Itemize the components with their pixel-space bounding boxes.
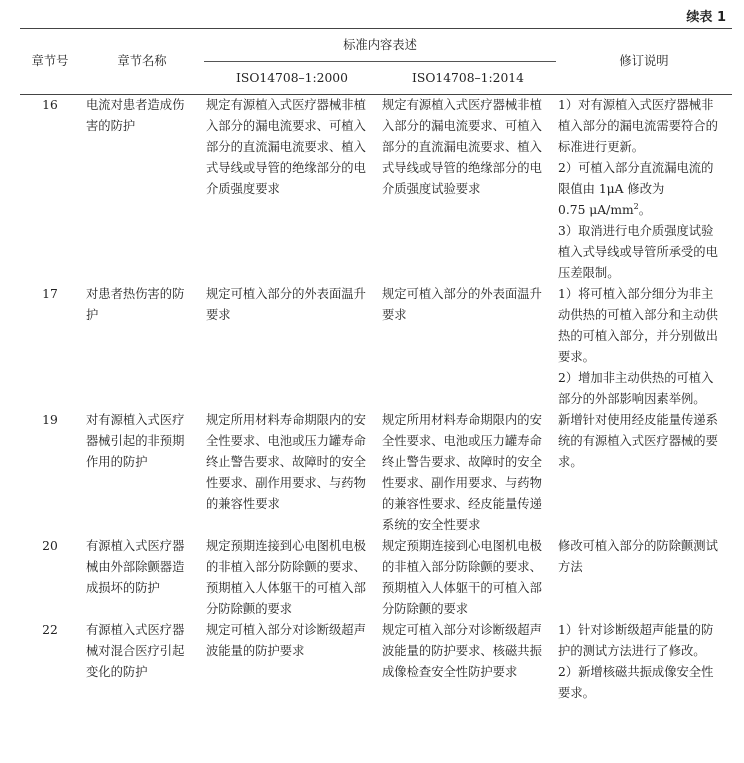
iso2014-content: 规定有源植入式医疗器械非植入部分的漏电流要求、可植入部分的直流漏电流要求、植入式导线或导管的绝缘部分的电介质强度试验要求: [382, 98, 542, 196]
header-revision: 修订说明: [556, 29, 732, 95]
iso2000-content: 规定可植入部分的外表面温升要求: [206, 287, 366, 322]
iso2014-content: 规定可植入部分的外表面温升要求: [382, 287, 542, 322]
table-row: [20, 620, 732, 704]
chapter-name: 有源植入式医疗器械对混合医疗引起变化的防护: [86, 623, 185, 679]
table-caption: 续表 1: [686, 10, 726, 25]
revision-note: [556, 536, 732, 620]
revision-note-item: 新增针对使用经皮能量传递系统的有源植入式医疗器械的要求。: [558, 413, 718, 469]
chapter-name: 有源植入式医疗器械由外部除颤器造成损坏的防护: [86, 539, 185, 595]
table-row: [20, 536, 732, 620]
revision-note: [556, 410, 732, 536]
revision-note-superscript: 2: [633, 201, 639, 211]
revision-note-period: 。: [638, 203, 652, 217]
iso2014-content: 规定预期连接到心电图机电极的非植入部分防除颤的要求、预期植入人体躯干的可植入部分防除颤的要求: [382, 539, 542, 616]
iso2000-content: 规定有源植入式医疗器械非植入部分的漏电流要求、可植入部分的直流漏电流要求、植入式导线或导管的绝缘部分的电介质强度要求: [206, 98, 366, 196]
chapter-no: 22: [42, 623, 58, 637]
chapter-name: 对有源植入式医疗器械引起的非预期作用的防护: [86, 413, 185, 469]
revision-note: [556, 95, 732, 285]
revision-note-value: 0.75 μA/mm: [558, 203, 634, 217]
revision-note-item: [558, 200, 724, 221]
iso2000-content: 规定所用材料寿命期限内的安全性要求、电池或压力罐寿命终止警告要求、故障时的安全性要求、副作用要求、与药物的兼容性要求: [206, 413, 366, 511]
chapter-no: 20: [42, 539, 58, 553]
revision-note-item: 1）针对诊断级超声能量的防护的测试方法进行了修改。: [558, 623, 714, 658]
header-iso2000: ISO14708–1:2000: [204, 62, 380, 95]
table-row: [20, 95, 732, 285]
revision-note-item: 1）将可植入部分细分为非主动供热的可植入部分和主动供热的可植入部分，并分别做出要求。: [558, 287, 718, 364]
iso2000-content: 规定预期连接到心电图机电极的非植入部分防除颤的要求、预期植入人体躯干的可植入部分防除颤的要求: [206, 539, 366, 616]
chapter-name: 对患者热伤害的防护: [86, 287, 185, 322]
revision-note-item: 修改可植入部分的防除颤测试方法: [558, 539, 718, 574]
chapter-name: 电流对患者造成伤害的防护: [86, 98, 185, 133]
chapter-no: 16: [42, 98, 58, 112]
chapter-no: 17: [42, 287, 58, 301]
header-chapter-no: 章节号: [20, 29, 80, 95]
header-iso2014: ISO14708–1:2014: [380, 62, 556, 95]
revision-note-item: 2）增加非主动供热的可植入部分的外部影响因素举例。: [558, 371, 714, 406]
iso2000-content: 规定可植入部分对诊断级超声波能量的防护要求: [206, 623, 366, 658]
header-chapter-name: 章节名称: [80, 29, 204, 95]
chapter-no: 19: [42, 413, 58, 427]
revision-note: [556, 620, 732, 704]
table-row: [20, 284, 732, 410]
table-row: [20, 410, 732, 536]
revision-note-item: 3）取消进行电介质强度试验植入式导线或导管所承受的电压差限制。: [558, 224, 718, 280]
revision-note-item: 2）新增核磁共振成像安全性要求。: [558, 665, 714, 700]
iso2014-content: 规定所用材料寿命期限内的安全性要求、电池或压力罐寿命终止警告要求、故障时的安全性要求、副作用要求、与药物的兼容性要求、经皮能量传递系统的安全性要求: [382, 413, 542, 532]
revision-note-item: 2）可植入部分直流漏电流的限值由 1μA 修改为: [558, 161, 714, 196]
revision-note-item: 1）对有源植入式医疗器械非植入部分的漏电流需要符合的标准进行更新。: [558, 98, 718, 154]
revision-note: [556, 284, 732, 410]
header-content-group: 标准内容表述: [204, 29, 556, 62]
iso2014-content: 规定可植入部分对诊断级超声波能量的防护要求、核磁共振成像检查安全性防护要求: [382, 623, 542, 679]
standard-comparison-table: [20, 28, 732, 704]
